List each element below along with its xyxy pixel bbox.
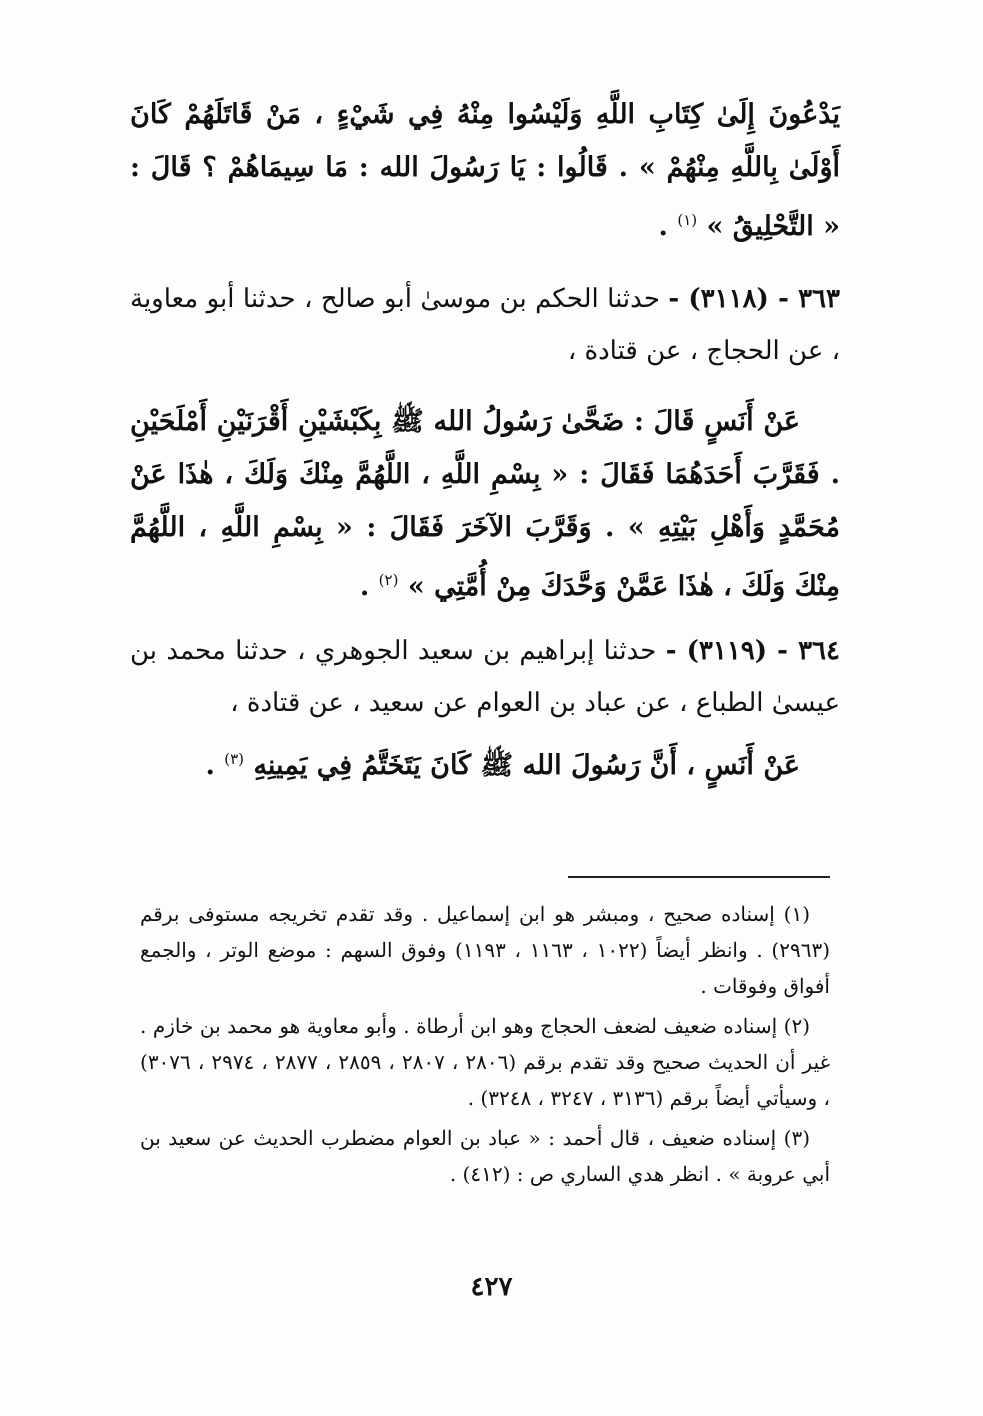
hadith-363-end: . xyxy=(359,571,379,602)
hadith-363-isnad xyxy=(130,273,840,377)
footnote-ref-3: (٣) xyxy=(224,750,245,768)
footnote-2: (٢) إسناده ضعيف لضعف الحجاج وهو ابن أرطاة . وأبو معاوية هو محمد بن خازم . غير أن الحديث صحيح وقد تقدم برقم (٢٨٠٦ ، ٢٨٠٧ ، ٢٨٥٩ ، ٢٨٧٧ ، ٢٩٧٤ ، ٣٠٧٦) ، وسيأتي أيضاً برقم (٣١٣٦ ، ٣٢٤٧ ، ٣٢٤٨) . xyxy=(140,1014,831,1110)
hadith-363-matn xyxy=(130,395,840,613)
hadith-364-isnad-text: حدثنا إبراهيم بن سعيد الجوهري ، حدثنا محمد بن عيسىٰ الطباع ، عن عباد بن العوام عن سعيد ، عن قتادة ، xyxy=(130,636,840,718)
footnote-3: (٣) إسناده ضعيف ، قال أحمد : « عباد بن العوام مضطرب الحديث عن سعيد بن أبي عروبة » . انظر هدي الساري ص : (٤١٢) . xyxy=(140,1126,830,1186)
hadith-363-number: ٣٦٣ - (٣١١٨) - xyxy=(668,284,840,314)
hadith-363-isnad-text: حدثنا الحكم بن موسىٰ أبو صالح ، حدثنا أبو معاوية ، عن الحجاج ، عن قتادة ، xyxy=(130,284,840,366)
continuation-text: يَدْعُونَ إِلَىٰ كِتَابِ اللَّهِ وَلَيْسُوا مِنْهُ فِي شَيْءٍ ، مَنْ قَاتَلَهُمْ كَانَ أَوْلَىٰ بِاللَّهِ مِنْهُمْ » . قَالُوا : يَا رَسُولَ الله : مَا سِيمَاهُمْ ؟ قَالَ : « التَّحْلِيقُ » xyxy=(130,99,840,242)
continuation-paragraph xyxy=(130,88,840,253)
hadith-364-matn xyxy=(130,733,840,792)
hadith-364-isnad xyxy=(130,625,840,729)
page-number: ٤٢٧ xyxy=(470,1272,513,1302)
hadith-364-number: ٣٦٤ - (٣١١٩) - xyxy=(665,636,840,666)
footnote-divider xyxy=(568,876,830,878)
hadith-364-end: . xyxy=(205,750,225,781)
continuation-end: . xyxy=(658,211,678,242)
footnote-1: (١) إسناده صحيح ، ومبشر هو ابن إسماعيل . وقد تقدم تخريجه مستوفى برقم (٢٩٦٣) . وانظر أيضاً (١٠٢٢ ، ١١٦٣ ، ١١٩٣) وفوق السهم : موضع الوتر ، والجمع أفواق وفوقات . xyxy=(140,902,830,998)
main-text xyxy=(130,88,840,792)
hadith-363-matn-text: عَنْ أَنَسٍ قَالَ : ضَحَّىٰ رَسُولُ الله ﷺ بِكَبْشَيْنِ أَقْرَنَيْنِ أَمْلَحَيْنِ . فَقَرَّبَ أَحَدَهُمَا فَقَالَ : « بِسْمِ اللَّهِ ، اللَّهُمَّ مِنْكَ وَلَكَ ، هٰذَا عَنْ مُحَمَّدٍ وَأَهْلِ بَيْتِهِ » . وَقَرَّبَ الآخَرَ فَقَالَ : « بِسْمِ اللَّهِ ، اللَّهُمَّ مِنْكَ وَلَكَ ، هٰذَا عَمَّنْ وَحَّدَكَ مِنْ أُمَّتِي » xyxy=(130,406,840,602)
footnote-ref-1: (١) xyxy=(677,211,698,229)
hadith-364-matn-text: عَنْ أَنَسٍ ، أَنَّ رَسُولَ الله ﷺ كَانَ يَتَخَتَّمُ فِي يَمِينِهِ xyxy=(253,750,800,781)
footnotes xyxy=(140,896,830,1196)
footnote-ref-2: (٢) xyxy=(378,571,399,589)
